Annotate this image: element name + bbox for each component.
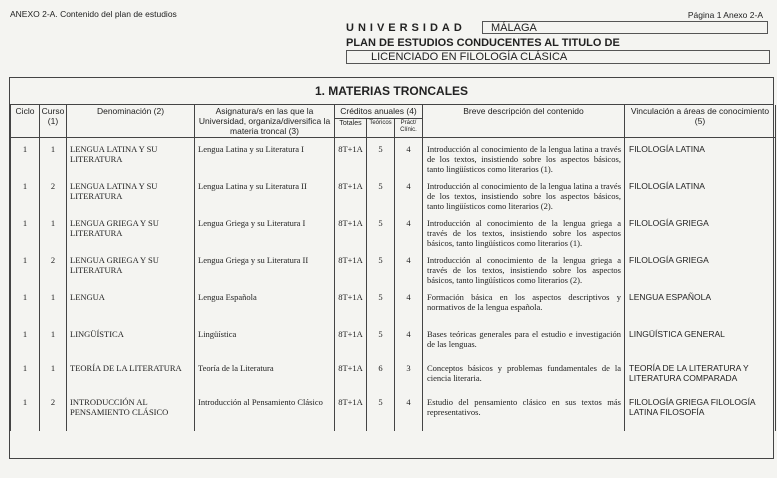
cell-ciclo: 1: [11, 249, 40, 286]
cell-denominacion: INTRODUCCIÓN AL PENSAMIENTO CLÁSICO: [67, 391, 195, 431]
cell-vinculacion: LINGÜÍSTICA GENERAL: [625, 323, 776, 357]
cell-practicos: 4: [395, 286, 423, 323]
cell-descripcion: Bases teóricas generales para el estudio e investigación de las lenguas.: [423, 323, 625, 357]
cell-ciclo: 1: [11, 138, 40, 175]
cell-asignatura: Introducción al Pensamiento Clásico: [195, 391, 335, 431]
col-header-teoricos: Teóricos: [367, 119, 395, 138]
col-header-denominacion: Denominación (2): [67, 105, 195, 138]
cell-asignatura: Lengua Española: [195, 286, 335, 323]
col-header-curso: Curso (1): [40, 105, 67, 138]
cell-asignatura: Lengua Griega y su Literatura I: [195, 212, 335, 249]
cell-curso: 2: [40, 391, 67, 431]
cell-teoricos: 5: [367, 323, 395, 357]
cell-teoricos: 5: [367, 138, 395, 175]
cell-curso: 2: [40, 175, 67, 212]
cell-teoricos: 5: [367, 175, 395, 212]
cell-vinculacion: TEORÍA DE LA LITERATURA Y LITERATURA COMPARADA: [625, 357, 776, 391]
cell-practicos: 4: [395, 391, 423, 431]
cell-descripcion: Introducción al conocimiento de la lengua griega a través de los textos, insistiendo sobre los aspectos básicos, tanto lingüísticos como literarios (2).: [423, 249, 625, 286]
cell-teoricos: 5: [367, 249, 395, 286]
table-row: [11, 286, 776, 323]
cell-descripcion: Introducción al conocimiento de la lengua griega a través de los textos, insistiendo sobre los aspectos básicos, tanto lingüísticos como literarios (1).: [423, 212, 625, 249]
university-name-field: MÁLAGA: [482, 21, 768, 34]
cell-totales: 8T+1A: [335, 286, 367, 323]
cell-practicos: 4: [395, 138, 423, 175]
cell-denominacion: LENGUA: [67, 286, 195, 323]
table-row: [11, 138, 776, 175]
cell-totales: 8T+1A: [335, 249, 367, 286]
cell-teoricos: 5: [367, 286, 395, 323]
cell-denominacion: LENGUA LATINA Y SU LITERATURA: [67, 175, 195, 212]
cell-asignatura: Lengua Latina y su Literatura I: [195, 138, 335, 175]
annex-label: ANEXO 2-A. Contenido del plan de estudios: [10, 9, 177, 19]
cell-practicos: 4: [395, 175, 423, 212]
cell-denominacion: TEORÍA DE LA LITERATURA: [67, 357, 195, 391]
subjects-table-container: [9, 77, 774, 459]
cell-teoricos: 6: [367, 357, 395, 391]
cell-descripcion: Conceptos básicos y problemas fundamentales de la ciencia literaria.: [423, 357, 625, 391]
cell-denominacion: LENGUA GRIEGA Y SU LITERATURA: [67, 249, 195, 286]
cell-descripcion: Estudio del pensamiento clásico en sus textos más representativos.: [423, 391, 625, 431]
cell-curso: 1: [40, 357, 67, 391]
cell-totales: 8T+1A: [335, 323, 367, 357]
cell-vinculacion: FILOLOGÍA GRIEGA: [625, 249, 776, 286]
cell-curso: 1: [40, 323, 67, 357]
cell-vinculacion: FILOLOGÍA LATINA: [625, 175, 776, 212]
cell-denominacion: LINGÜÍSTICA: [67, 323, 195, 357]
cell-curso: 1: [40, 286, 67, 323]
cell-practicos: 4: [395, 212, 423, 249]
cell-asignatura: Teoría de la Literatura: [195, 357, 335, 391]
cell-practicos: 4: [395, 323, 423, 357]
cell-asignatura: Lengua Griega y su Literatura II: [195, 249, 335, 286]
col-header-creditos: Créditos anuales (4): [335, 105, 423, 119]
cell-ciclo: 1: [11, 212, 40, 249]
cell-teoricos: 5: [367, 391, 395, 431]
col-header-asignatura: Asignatura/s en las que la Universidad, organiza/diversifica la materia troncal (3): [195, 105, 335, 138]
university-label: UNIVERSIDAD: [346, 22, 466, 34]
col-header-ciclo: Ciclo: [11, 105, 40, 138]
cell-vinculacion: FILOLOGÍA GRIEGA: [625, 212, 776, 249]
table-row: [11, 357, 776, 391]
table-row: [11, 391, 776, 431]
cell-totales: 8T+1A: [335, 175, 367, 212]
section-title: 1. MATERIAS TRONCALES: [10, 78, 773, 105]
table-row: [11, 323, 776, 357]
cell-denominacion: LENGUA GRIEGA Y SU LITERATURA: [67, 212, 195, 249]
cell-asignatura: Lengua Latina y su Literatura II: [195, 175, 335, 212]
cell-curso: 1: [40, 212, 67, 249]
cell-totales: 8T+1A: [335, 357, 367, 391]
cell-ciclo: 1: [11, 357, 40, 391]
cell-totales: 8T+1A: [335, 391, 367, 431]
page-label: Página 1 Anexo 2-A: [687, 10, 763, 20]
col-header-practicos: Práct/ Clínic.: [395, 119, 423, 138]
table-row: [11, 212, 776, 249]
cell-vinculacion: FILOLOGÍA GRIEGA FILOLOGÍA LATINA FILOSOFÍA: [625, 391, 776, 431]
cell-asignatura: Lingüística: [195, 323, 335, 357]
cell-descripcion: Introducción al conocimiento de la lengua latina a través de los textos, insistiendo sobre los aspectos básicos, tanto lingüísticos como literarios (1).: [423, 138, 625, 175]
degree-field: LICENCIADO EN FILOLOGÍA CLÁSICA: [346, 50, 770, 64]
plan-title: PLAN DE ESTUDIOS CONDUCENTES AL TITULO DE: [346, 37, 620, 49]
cell-ciclo: 1: [11, 391, 40, 431]
cell-practicos: 4: [395, 249, 423, 286]
table-row: [11, 175, 776, 212]
cell-vinculacion: FILOLOGÍA LATINA: [625, 138, 776, 175]
cell-denominacion: LENGUA LATINA Y SU LITERATURA: [67, 138, 195, 175]
col-header-totales: Totales: [335, 119, 367, 138]
cell-curso: 1: [40, 138, 67, 175]
cell-totales: 8T+1A: [335, 212, 367, 249]
cell-ciclo: 1: [11, 286, 40, 323]
col-header-descripcion: Breve descripción del contenido: [423, 105, 625, 138]
col-header-vinculacion: Vinculación a áreas de conocimiento (5): [625, 105, 776, 138]
cell-descripcion: Introducción al conocimiento de la lengua latina a través de los textos, insistiendo sobre los aspectos básicos, tanto lingüísticos como literarios (2).: [423, 175, 625, 212]
table-row: [11, 249, 776, 286]
cell-curso: 2: [40, 249, 67, 286]
cell-practicos: 3: [395, 357, 423, 391]
cell-descripcion: Formación básica en los aspectos descriptivos y normativos de la lengua española.: [423, 286, 625, 323]
subjects-table: [10, 105, 776, 431]
cell-totales: 8T+1A: [335, 138, 367, 175]
cell-ciclo: 1: [11, 323, 40, 357]
cell-ciclo: 1: [11, 175, 40, 212]
cell-vinculacion: LENGUA ESPAÑOLA: [625, 286, 776, 323]
cell-teoricos: 5: [367, 212, 395, 249]
